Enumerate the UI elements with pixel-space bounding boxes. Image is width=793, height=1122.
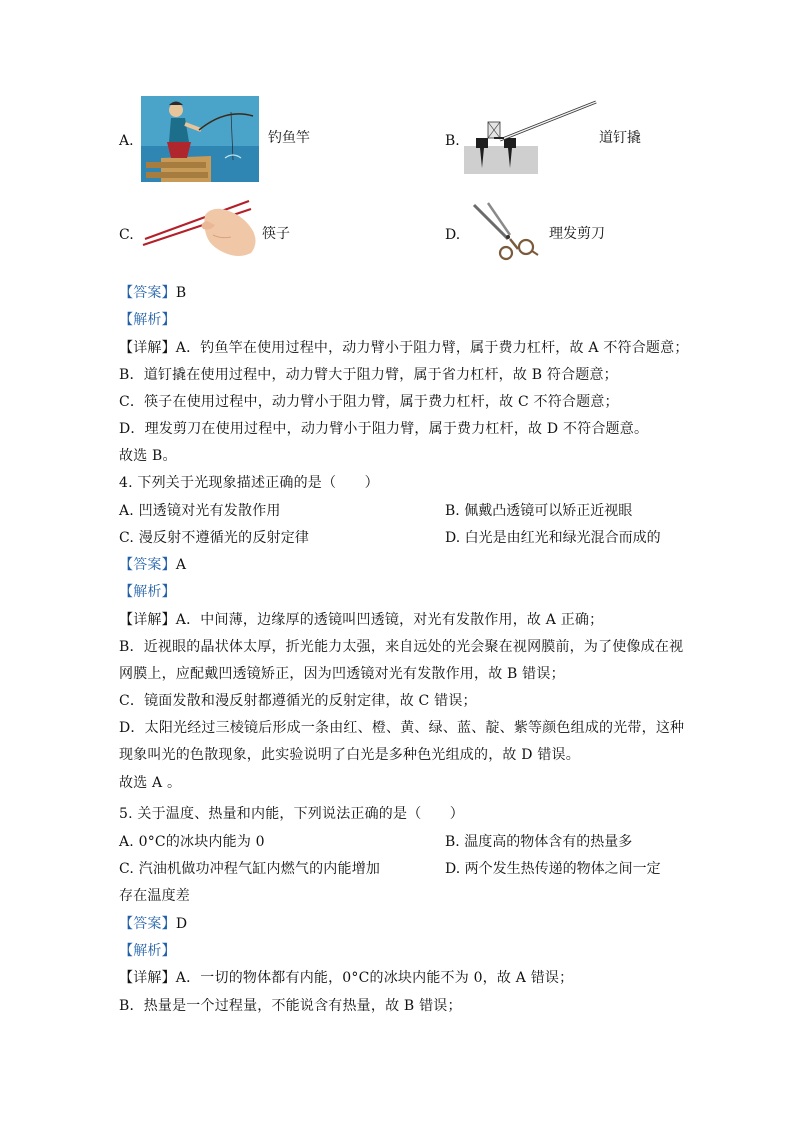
option-b-letter: B. xyxy=(445,133,460,149)
q5-option-d-continued: 存在温度差 xyxy=(119,888,190,904)
q4-option-a: A. 凹透镜对光有发散作用 xyxy=(119,503,281,519)
q5-option-a: A. 0°C的冰块内能为 0 xyxy=(119,834,265,850)
option-d-letter: D. xyxy=(445,227,461,243)
option-c-label: 筷子 xyxy=(262,226,290,242)
q4-option-b: B. 佩戴凸透镜可以矫正近视眼 xyxy=(445,503,633,519)
chopsticks-illustration xyxy=(141,197,263,259)
q3-line-3: C．筷子在使用过程中，动力臂小于阻力臂，属于费力杠杆，故 C 不符合题意； xyxy=(119,394,619,410)
q3-line-5: 故选 B。 xyxy=(119,448,177,464)
q5-option-b: B. 温度高的物体含有的热量多 xyxy=(445,834,633,850)
q5-answer: 【答案】D xyxy=(119,916,188,932)
q3-answer: 【答案】B xyxy=(119,285,187,301)
q4-answer: 【答案】A xyxy=(119,557,187,573)
q5-stem: 5. 关于温度、热量和内能，下列说法正确的是（ ） xyxy=(119,806,465,822)
q5-option-c: C. 汽油机做功冲程气缸内燃气的内能增加 xyxy=(119,861,381,877)
q4-option-c: C. 漫反射不遵循光的反射定律 xyxy=(119,530,310,546)
q4-line-7: 故选 A 。 xyxy=(119,775,182,791)
option-a-label: 钓鱼竿 xyxy=(268,130,310,146)
option-b-label: 道钉撬 xyxy=(599,130,641,146)
q3-analysis-tag: 【解析】 xyxy=(119,312,176,328)
q4-line-5: D．太阳光经过三棱镜后形成一条由红、橙、黄、绿、蓝、靛、紫等颜色组成的光带，这种 xyxy=(119,720,685,736)
option-a-letter: A. xyxy=(119,133,134,149)
q4-line-4: C．镜面发散和漫反射都遵循光的反射定律，故 C 错误； xyxy=(119,693,477,709)
q4-line-3: 网膜上，应配戴凹透镜矫正，因为凹透镜对光有发散作用，故 B 错误； xyxy=(119,666,565,682)
q4-line-2: B．近视眼的晶状体太厚，折光能力太强，来自远处的光会聚在视网膜前，为了使像成在视 xyxy=(119,639,684,655)
q3-line-4: D．理发剪刀在使用过程中，动力臂小于阻力臂，属于费力杠杆，故 D 不符合题意。 xyxy=(119,421,649,437)
q4-stem: 4. 下列关于光现象描述正确的是（ ） xyxy=(119,475,379,491)
q5-line-2: B．热量是一个过程量，不能说含有热量，故 B 错误； xyxy=(119,998,462,1014)
q5-option-d: D. 两个发生热传递的物体之间一定 xyxy=(445,861,661,877)
q5-line-1: 【详解】A．一切的物体都有内能，0°C的冰块内能不为 0，故 A 错误； xyxy=(119,970,574,986)
q4-analysis-tag: 【解析】 xyxy=(119,584,176,600)
fishing-rod-illustration xyxy=(141,96,259,182)
scissors-illustration xyxy=(470,201,540,261)
option-d-label: 理发剪刀 xyxy=(549,226,605,242)
q4-line-1: 【详解】A．中间薄，边缘厚的透镜叫凹透镜，对光有发散作用，故 A 正确； xyxy=(119,612,604,628)
q4-option-d: D. 白光是由红光和绿光混合而成的 xyxy=(445,530,661,546)
q5-analysis-tag: 【解析】 xyxy=(119,943,176,959)
q3-line-1: 【详解】A．钓鱼竿在使用过程中，动力臂小于阻力臂，属于费力杠杆，故 A 不符合题意； xyxy=(119,340,689,356)
q4-line-6: 现象叫光的色散现象，此实验说明了白光是多种色光组成的，故 D 错误。 xyxy=(119,747,580,763)
spike-crowbar-illustration xyxy=(464,100,598,176)
option-c-letter: C. xyxy=(119,227,134,243)
q3-line-2: B．道钉撬在使用过程中，动力臂大于阻力臂，属于省力杠杆，故 B 符合题意； xyxy=(119,367,618,383)
